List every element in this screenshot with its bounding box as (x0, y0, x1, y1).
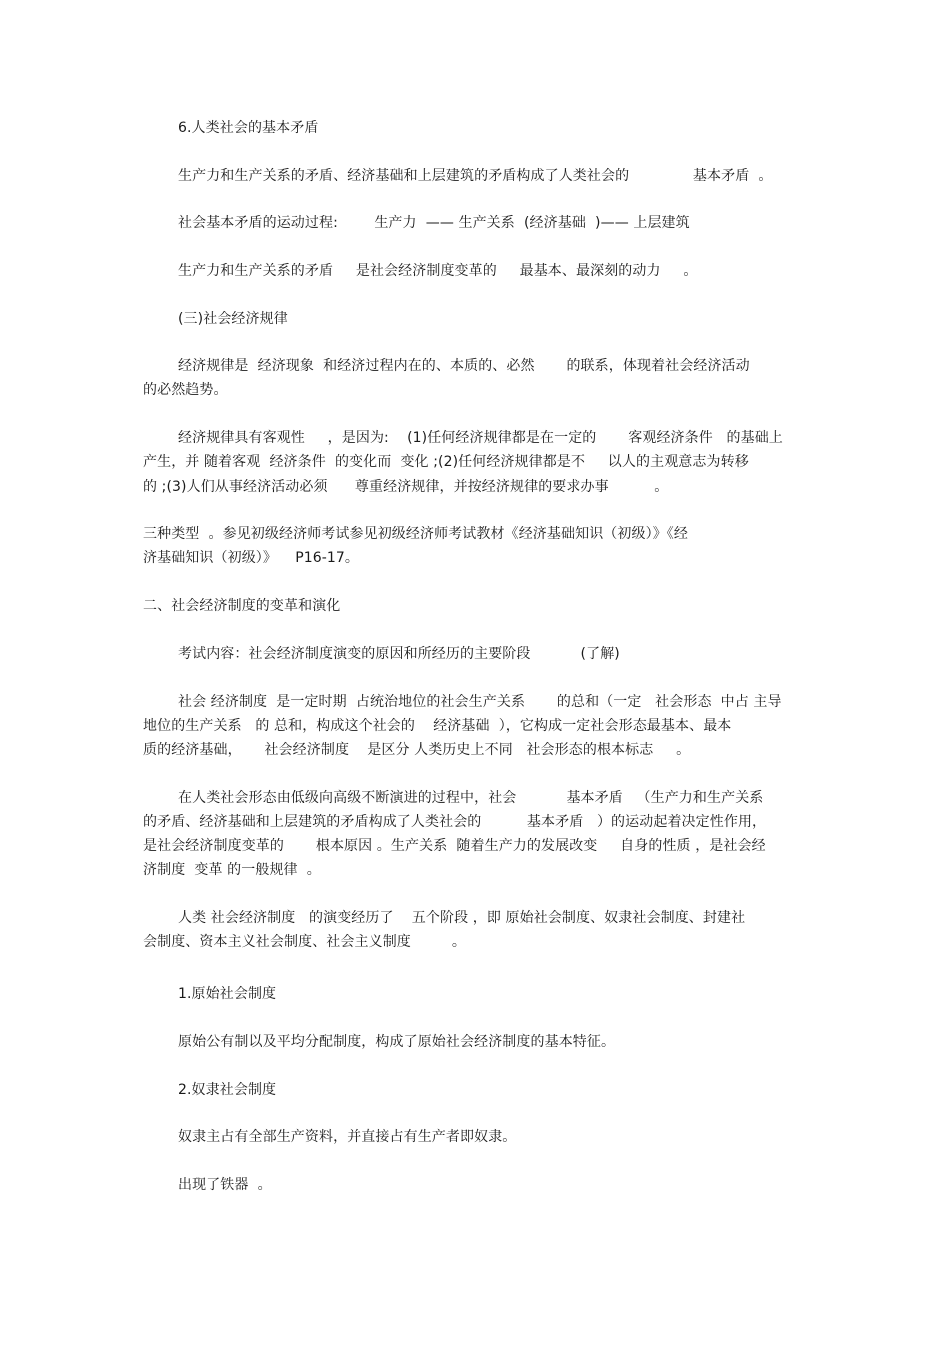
paragraph-line: 的矛盾、经济基础和上层建筑的矛盾构成了人类社会的 基本矛盾 ）的运动起着决定性作用， (143, 814, 767, 830)
paragraph-line: 质的经济基础， 社会经济制度 是区分 人类历史上不同 社会形态的根本标志 。 (143, 742, 691, 758)
paragraph-line: 产生，并 随着客观 经济条件 的变化而 变化 ;(2)任何经济规律都是不 以人的主观意志为转移 (143, 454, 749, 470)
paragraph-line: 的 ;(3)人们从事经济活动必须 尊重经济规律，并按经济规律的要求办事 。 (143, 479, 669, 495)
paragraph-line: 济制度 变革 的一般规律 。 (143, 862, 321, 878)
heading-primitive-society: 1.原始社会制度 (178, 986, 277, 1002)
heading-slave-society: 2.奴隶社会制度 (178, 1082, 277, 1098)
paragraph-line: 原始公有制以及平均分配制度，构成了原始社会经济制度的基本特征。 (178, 1034, 616, 1050)
paragraph-line: 社会 经济制度 是一定时期 占统治地位的社会生产关系 的总和（一定 社会形态 中占 主导 (178, 694, 782, 710)
paragraph-line: 地位的生产关系 的 总和，构成这个社会的 经济基础 ），它构成一定社会形态最基本、最本 (143, 718, 732, 734)
section-heading: 二、社会经济制度的变革和演化 (143, 598, 341, 614)
paragraph-line: 奴隶主占有全部生产资料，并直接占有生产者即奴隶。 (178, 1129, 517, 1145)
paragraph-line: 出现了铁器 。 (178, 1177, 272, 1193)
paragraph-line: 经济规律具有客观性 ，是因为: (1)任何经济规律都是在一定的 客观经济条件 的基础上 (178, 430, 783, 446)
paragraph-line: 社会基本矛盾的运动过程: 生产力 —— 生产关系 (经济基础 )—— 上层建筑 (178, 215, 690, 231)
heading-economic-laws: (三)社会经济规律 (178, 311, 288, 327)
paragraph-line: 考试内容：社会经济制度演变的原因和所经历的主要阶段 (了解) (178, 646, 620, 662)
paragraph-line: 三种类型 。参见初级经济师考试参见初级经济师考试教材《经济基础知识（初级）》《经 (143, 526, 688, 542)
paragraph-line: 人类 社会经济制度 的演变经历了 五个阶段 ，即 原始社会制度、奴隶社会制度、封建社 (178, 910, 746, 926)
paragraph-line: 经济规律是 经济现象 和经济过程内在的、本质的、必然 的联系，体现着社会经济活动 (178, 358, 750, 374)
paragraph-line: 生产力和生产关系的矛盾 是社会经济制度变革的 最基本、最深刻的动力 。 (178, 263, 698, 279)
paragraph-line: 是社会经济制度变革的 根本原因 。生产关系 随着生产力的发展改变 自身的性质 ，是社会经 (143, 838, 766, 854)
paragraph-line: 的必然趋势。 (143, 382, 228, 398)
paragraph-line: 在人类社会形态由低级向高级不断演进的过程中，社会 基本矛盾 （生产力和生产关系 (178, 790, 764, 806)
paragraph-line: 会制度、资本主义社会制度、社会主义制度 。 (143, 934, 466, 950)
paragraph-line: 济基础知识（初级）》 P16-17。 (143, 550, 360, 566)
paragraph-line: 生产力和生产关系的矛盾、经济基础和上层建筑的矛盾构成了人类社会的 基本矛盾 。 (178, 168, 773, 184)
heading-basic-contradiction: 6.人类社会的基本矛盾 (178, 120, 319, 136)
